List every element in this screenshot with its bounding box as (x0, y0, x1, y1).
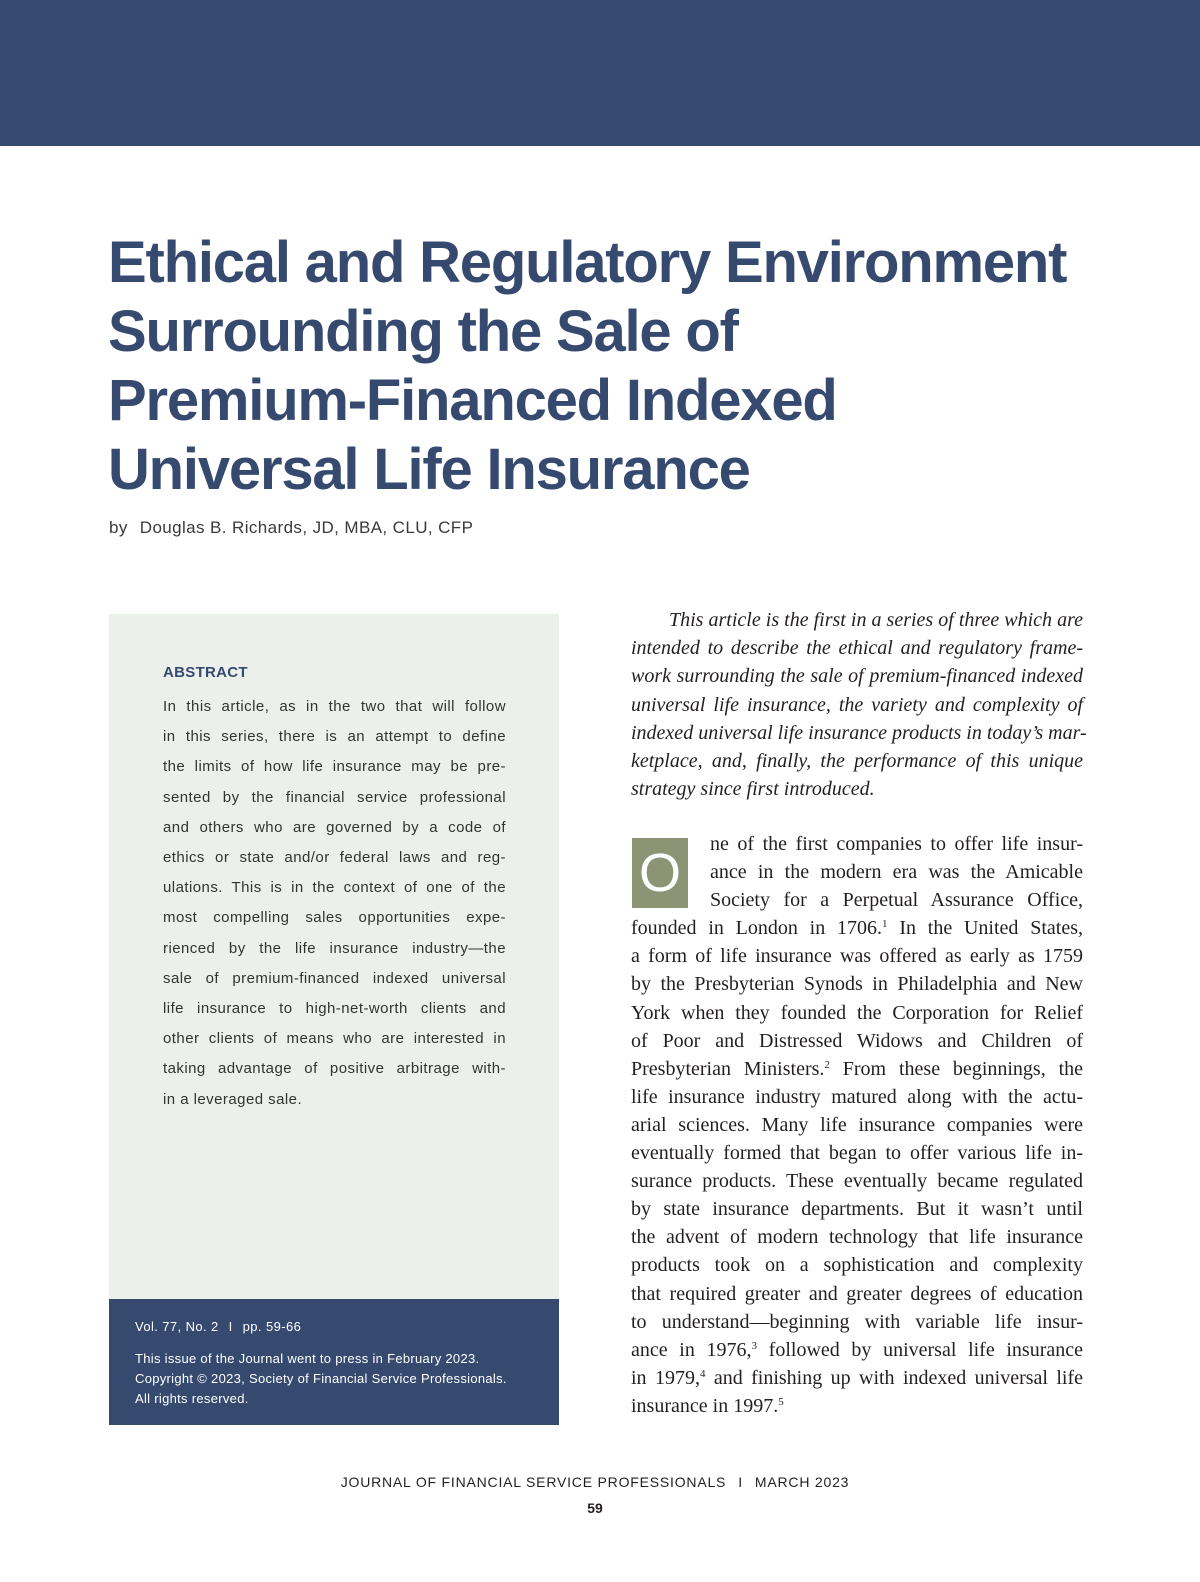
copyright-line: All rights reserved. (135, 1391, 249, 1406)
title-line: Surrounding the Sale of (108, 299, 738, 364)
abstract-line: life insurance to high-net-worth clients and (163, 1000, 506, 1018)
body-line: Society for a Perpetual Assurance Office, (710, 889, 1083, 912)
abstract-line: sale of premium-financed indexed universal (163, 969, 506, 987)
copyright-notice (135, 1349, 545, 1409)
body-line (631, 1336, 1083, 1364)
abstract-line: In this article, as in the two that will follow (163, 698, 506, 715)
volume-separator: I (228, 1319, 233, 1334)
running-footer (0, 1474, 1190, 1490)
drop-cap: O (632, 838, 688, 908)
page-number: 59 (587, 1500, 603, 1516)
copyright-line: This issue of the Journal went to press in February 2023. (135, 1351, 480, 1366)
abstract-box (109, 614, 559, 1300)
abstract-line: in a leveraged sale. (163, 1090, 303, 1108)
body-line-text: From these beginnings, the (829, 1057, 1084, 1080)
body-line: by state insurance departments. But it wasn’t until (631, 1198, 1083, 1221)
body-line: arial sciences. Many life insurance companies were (631, 1113, 1083, 1136)
abstract-line: the limits of how life insurance may be pre- (163, 758, 506, 776)
abstract-text (163, 692, 506, 1115)
footnote-ref[interactable]: 5 (778, 1395, 784, 1408)
body-line-text: and finishing up with indexed universal life (705, 1366, 1083, 1389)
abstract-line: ulations. This is in the context of one of the (163, 879, 506, 897)
body-line: eventually formed that began to offer various life in- (631, 1142, 1083, 1165)
intro-line: intended to describe the ethical and regulatory frame- (631, 637, 1083, 660)
intro-paragraph (631, 606, 1087, 803)
abstract-line: sented by the financial service professional (163, 788, 506, 806)
volume-number: Vol. 77, No. 2 (135, 1319, 219, 1334)
body-line: by the Presbyterian Synods in Philadelphia and New (631, 973, 1083, 996)
body-line (631, 914, 1083, 942)
body-line: surance products. These eventually became regulated (631, 1170, 1083, 1193)
footnote-ref[interactable]: 3 (751, 1339, 758, 1352)
copyright-line: Copyright © 2023, Society of Financial Service Professionals. (135, 1371, 507, 1386)
abstract-line: other clients of means who are interested in (163, 1030, 506, 1048)
abstract-line: ethics or state and/or federal laws and reg- (163, 849, 506, 867)
body-line (631, 1364, 1083, 1392)
volume-line (135, 1319, 301, 1334)
author-name: Douglas B. Richards, JD, MBA, CLU, CFP (139, 518, 474, 537)
issue-date: MARCH 2023 (754, 1474, 850, 1490)
abstract-line: in this series, there is an attempt to define (163, 728, 506, 746)
page-range: pp. 59-66 (242, 1319, 302, 1334)
title-line: Universal Life Insurance (108, 437, 750, 502)
body-line: of Poor and Distressed Widows and Children of (631, 1029, 1083, 1052)
byline-by: by (109, 518, 128, 537)
issue-info-box (109, 1299, 559, 1425)
title-line: Premium-Financed Indexed (108, 368, 837, 433)
body-line (631, 1392, 1083, 1420)
abstract-line: and others who are governed by a code of (163, 818, 506, 836)
footer-separator: I (738, 1474, 743, 1490)
body-line: life insurance industry matured along with the actu- (631, 1085, 1083, 1108)
body-line: the advent of modern technology that life insurance (631, 1226, 1083, 1249)
body-line: a form of life insurance was offered as early as 1759 (631, 945, 1083, 968)
intro-line: This article is the first in a series of three which are (669, 609, 1083, 631)
title-line: Ethical and Regulatory Environment (108, 230, 1067, 295)
body-line (631, 1055, 1083, 1083)
abstract-heading: ABSTRACT (163, 664, 248, 681)
body-line-text: In the United States, (887, 917, 1083, 940)
intro-line: work surrounding the sale of premium-financed indexed (631, 665, 1083, 688)
footnote-ref[interactable]: 4 (699, 1367, 706, 1380)
abstract-line: most compelling sales opportunities expe- (163, 909, 506, 927)
abstract-line: taking advantage of positive arbitrage with- (163, 1060, 506, 1078)
body-line: ance in the modern era was the Amicable (710, 861, 1083, 884)
intro-line: indexed universal life insurance products in today’s mar- (631, 721, 1087, 744)
body-line-text: Presbyterian Ministers. (631, 1057, 825, 1080)
body-paragraph (631, 830, 1083, 1420)
intro-line: ketplace, and, finally, the performance of this unique (631, 750, 1083, 773)
footnote-ref[interactable]: 1 (882, 918, 888, 931)
body-line-text: ance in 1976, (631, 1338, 752, 1361)
footnote-ref[interactable]: 2 (824, 1058, 830, 1071)
body-line: ne of the first companies to offer life insur- (710, 833, 1083, 855)
intro-line: universal life insurance, the variety and complexity of (631, 693, 1083, 716)
body-line-text: founded in London in 1706. (631, 917, 883, 940)
body-line: York when they founded the Corporation for Relief (631, 1001, 1083, 1024)
body-line-text: insurance in 1997. (631, 1394, 779, 1417)
article-title (108, 228, 1168, 504)
body-line-text: followed by universal life insurance (757, 1338, 1084, 1361)
byline (109, 518, 473, 538)
body-line: that required greater and greater degrees of education (631, 1282, 1083, 1305)
intro-line: strategy since first introduced. (631, 778, 875, 801)
abstract-line: rienced by the life insurance industry—the (163, 939, 506, 957)
journal-name: JOURNAL OF FINANCIAL SERVICE PROFESSIONALS (340, 1474, 727, 1490)
body-line-text: in 1979, (631, 1366, 700, 1389)
body-line: to understand—beginning with variable life insur- (631, 1310, 1083, 1333)
body-line: products took on a sophistication and complexity (631, 1254, 1083, 1277)
top-color-band (0, 0, 1200, 146)
